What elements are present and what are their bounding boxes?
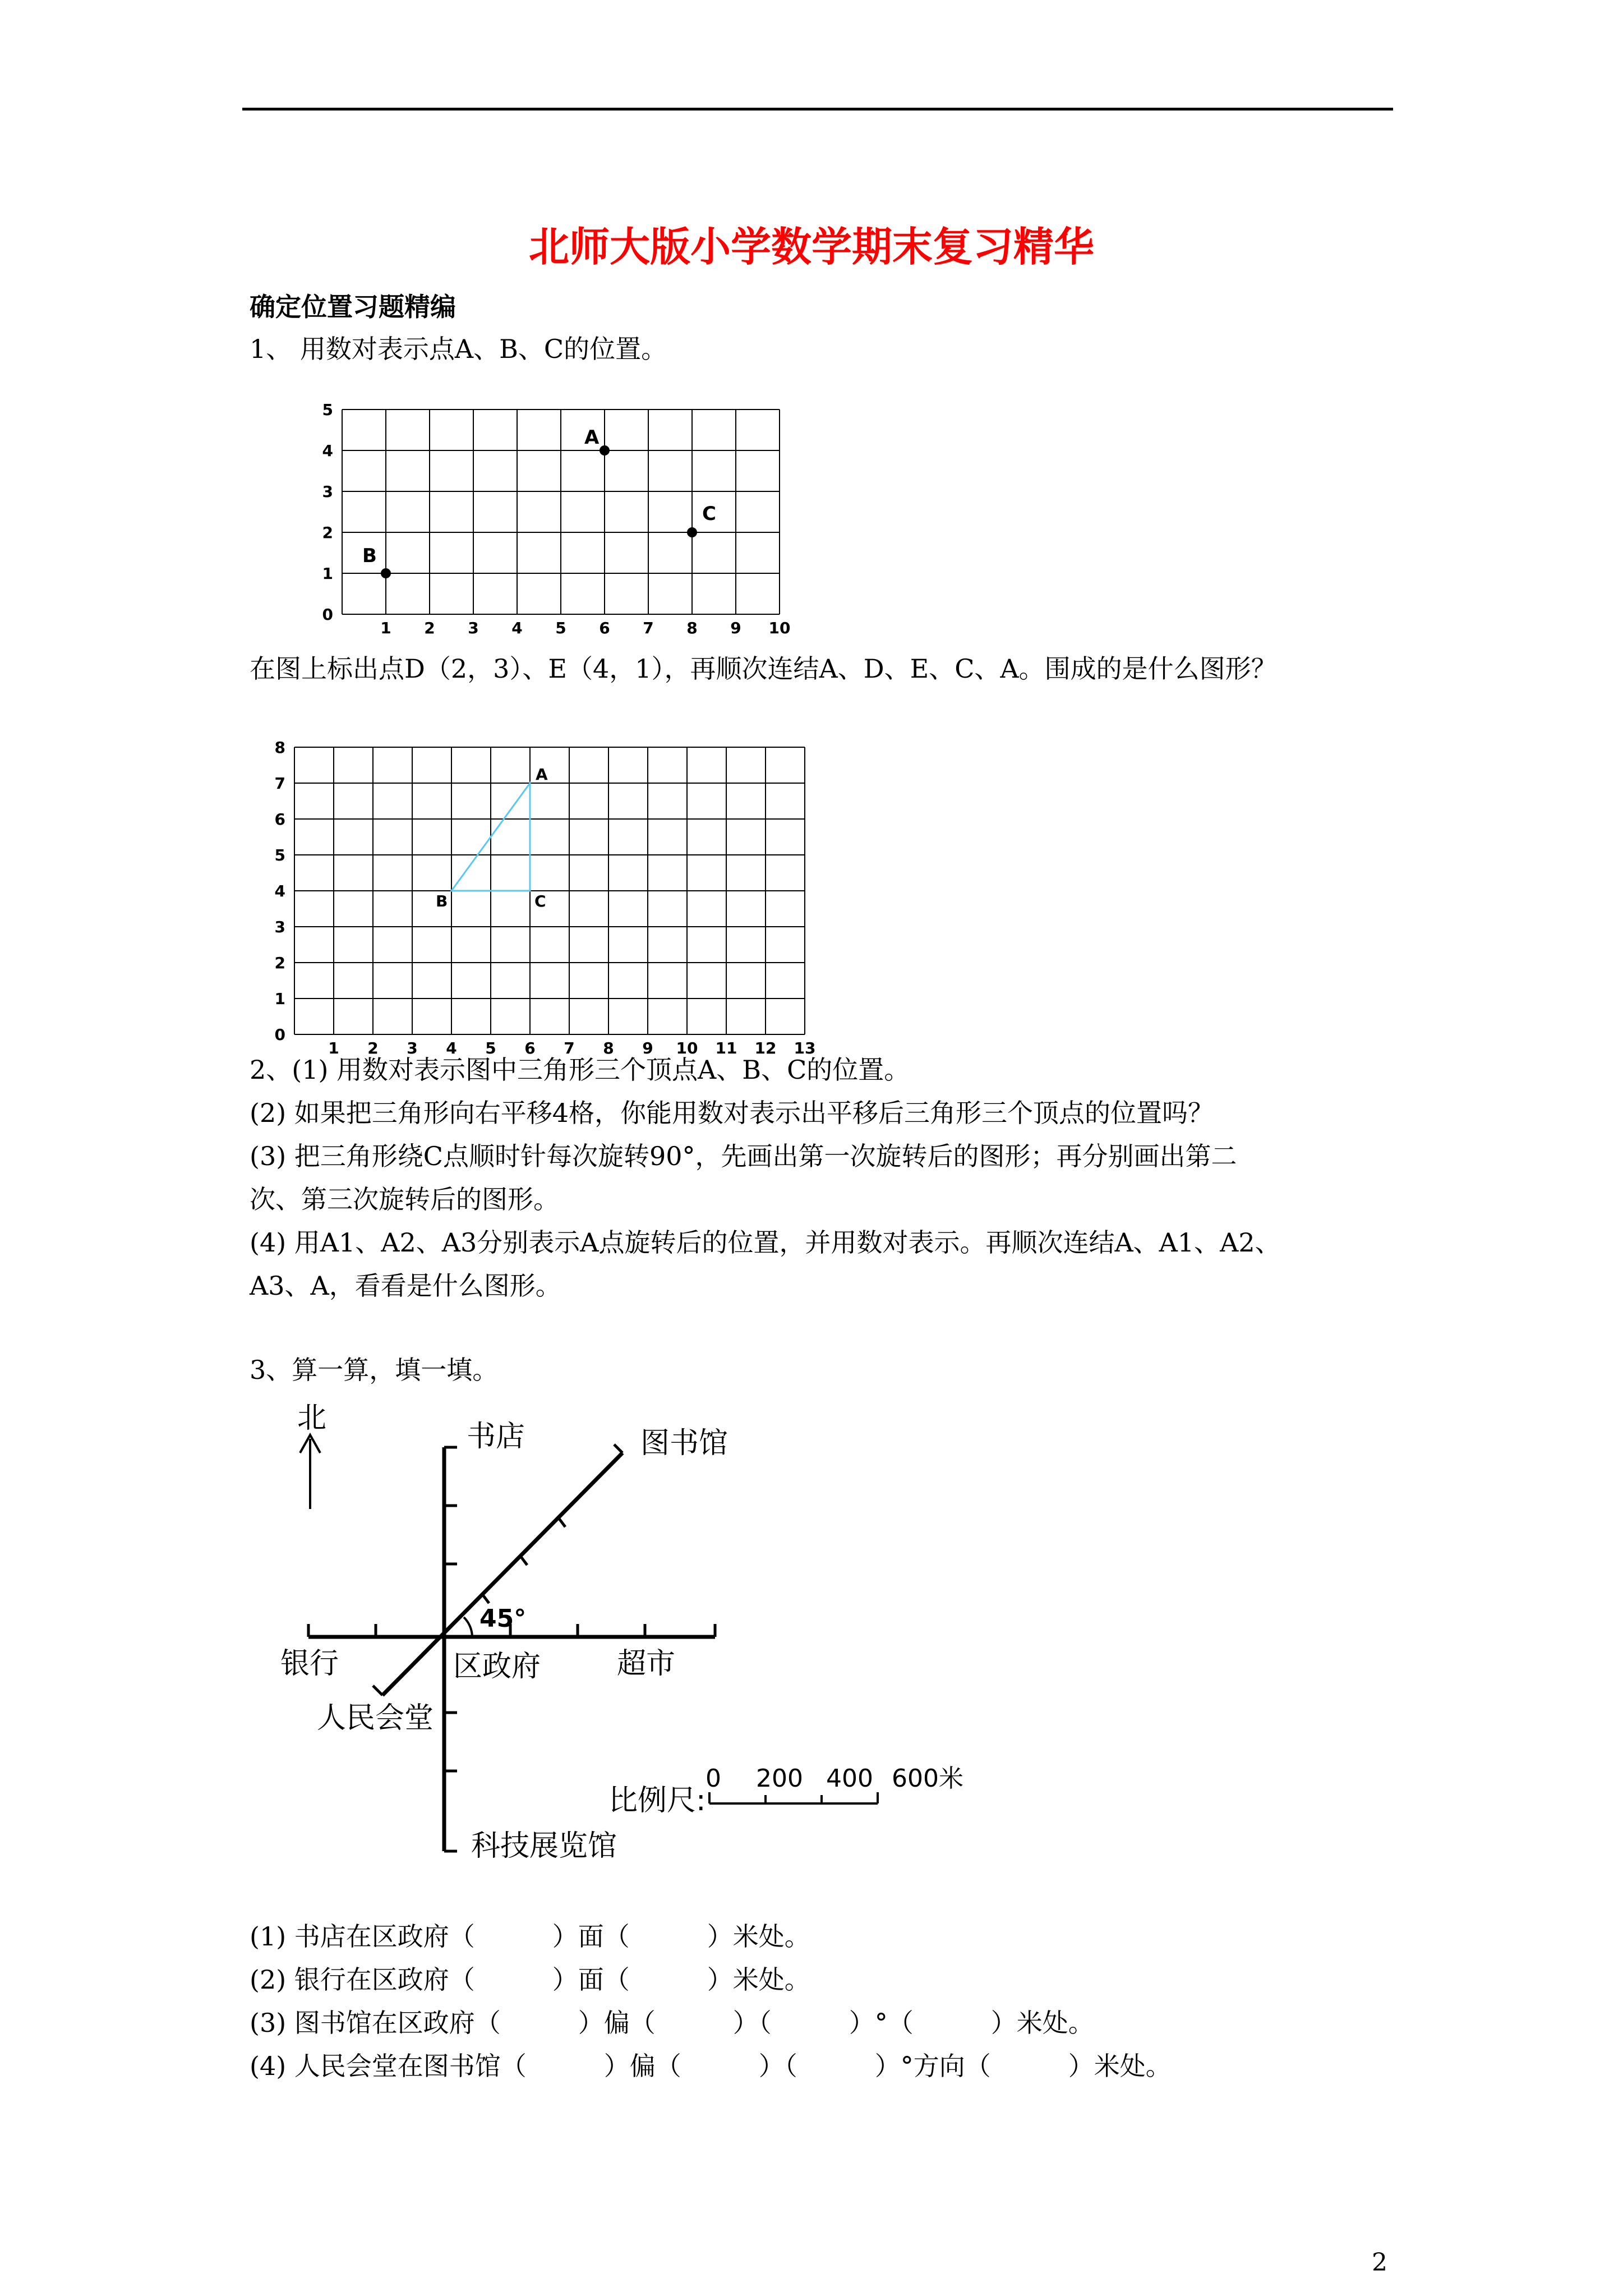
q3-item-1: (1) 书店在区政府（ ）面（ ）米处。 (250, 1921, 810, 1952)
y-tick-label: 1 (322, 564, 333, 583)
y-tick-label: 0 (274, 1025, 285, 1044)
y-tick-label: 0 (322, 605, 333, 624)
y-tick-label: 3 (274, 918, 285, 936)
x-tick-label: 11 (715, 1039, 737, 1057)
scale-tick-0: 0 (706, 1764, 721, 1793)
bookstore-label: 书店 (467, 1420, 525, 1453)
x-tick-label: 5 (555, 619, 566, 637)
government-label: 区政府 (453, 1650, 541, 1683)
x-tick-label: 12 (754, 1039, 777, 1057)
triangle-label-C: C (534, 892, 546, 910)
point-B (381, 568, 391, 578)
x-tick-label: 10 (768, 619, 791, 637)
x-tick-label: 3 (468, 619, 479, 637)
point-label-B: B (362, 545, 377, 567)
scale-tick-600: 600米 (892, 1764, 963, 1793)
q2-item-3-cont: 次、第三次旋转后的图形。 (250, 1184, 559, 1214)
x-tick-label: 2 (367, 1039, 379, 1057)
x-tick-label: 1 (328, 1039, 339, 1057)
section-heading: 确定位置习题精编 (250, 292, 456, 322)
scale-tick-200: 200 (756, 1764, 803, 1793)
q3-item-4: (4) 人民会堂在图书馆（ ）偏（ ）（ ）°方向（ ）米处。 (250, 2051, 1172, 2081)
x-tick-label: 10 (676, 1039, 698, 1057)
triangle-label-A: A (536, 765, 548, 784)
north-label: 北 (297, 1401, 327, 1435)
x-tick-label: 4 (446, 1039, 457, 1057)
q2-item-4: (4) 用A1、A2、A3分别表示A点旋转后的位置，并用数对表示。再顺次连结A、A1、A2、 (250, 1227, 1281, 1258)
x-tick-label: 5 (485, 1039, 496, 1057)
q3-map-diagram (264, 1397, 993, 1890)
x-tick-label: 7 (564, 1039, 575, 1057)
y-tick-label: 5 (322, 401, 333, 419)
triangle-label-B: B (436, 892, 448, 910)
x-tick-label: 13 (794, 1039, 816, 1057)
x-tick-label: 6 (524, 1039, 536, 1057)
point-label-C: C (702, 503, 716, 525)
x-tick-label: 7 (643, 619, 654, 637)
x-tick-label: 8 (603, 1039, 614, 1057)
y-tick-label: 2 (274, 954, 285, 972)
angle-label: 45° (479, 1604, 527, 1633)
page-title: 北师大版小学数学期末复习精华 (528, 223, 1094, 270)
q2-coordinate-grid (269, 735, 816, 1057)
y-tick-label: 1 (274, 990, 285, 1008)
y-tick-label: 4 (274, 882, 285, 900)
y-tick-label: 4 (322, 441, 333, 460)
q1-prompt: 1、 用数对表示点A、B、C的位置。 (250, 334, 667, 364)
q3-item-3: (3) 图书馆在区政府（ ）偏（ ）（ ）°（ ）米处。 (250, 2008, 1094, 2038)
y-tick-label: 3 (322, 482, 333, 501)
point-A (600, 445, 610, 455)
q3-prompt: 3、算一算，填一填。 (250, 1355, 499, 1385)
x-tick-label: 8 (686, 619, 698, 637)
q2-item-2: (2) 如果把三角形向右平移4格，你能用数对表示出平移后三角形三个顶点的位置吗？ (250, 1098, 1214, 1128)
header-rule (242, 108, 1393, 111)
x-tick-label: 2 (424, 619, 435, 637)
q3-item-2: (2) 银行在区政府（ ）面（ ）米处。 (250, 1964, 810, 1995)
scale-tick-400: 400 (826, 1764, 873, 1793)
x-tick-label: 9 (642, 1039, 653, 1057)
y-tick-label: 7 (274, 774, 285, 793)
library-label: 图书馆 (640, 1427, 728, 1460)
bank-label: 银行 (280, 1647, 339, 1681)
scale-label: 比例尺: (608, 1784, 706, 1818)
y-tick-label: 8 (274, 738, 285, 757)
x-tick-label: 9 (730, 619, 741, 637)
point-label-A: A (584, 426, 600, 449)
q2-item-4-cont: A3、A，看看是什么图形。 (250, 1271, 561, 1301)
x-tick-label: 3 (407, 1039, 418, 1057)
supermarket-label: 超市 (617, 1647, 676, 1681)
q1-coordinate-grid (314, 393, 796, 645)
page-number: 2 (1372, 2248, 1387, 2277)
y-tick-label: 6 (274, 810, 285, 829)
y-tick-label: 2 (322, 523, 333, 542)
q1-instruction: 在图上标出点D（2，3）、E（4，1），再顺次连结A、D、E、C、A。围成的是什么图形？ (250, 654, 1277, 684)
museum-label: 科技展览馆 (471, 1829, 617, 1863)
x-tick-label: 1 (380, 619, 391, 637)
angle-arc (464, 1617, 472, 1637)
q2-item-3: (3) 把三角形绕C点顺时针每次旋转90°，先画出第一次旋转后的图形；再分别画出第二 (250, 1141, 1237, 1171)
point-C (687, 527, 697, 537)
y-tick-label: 5 (274, 846, 285, 864)
q2-item-1: 2、(1) 用数对表示图中三角形三个顶点A、B、C的位置。 (250, 1055, 910, 1085)
hall-label: 人民会堂 (317, 1701, 434, 1735)
x-tick-label: 6 (599, 619, 610, 637)
x-tick-label: 4 (511, 619, 523, 637)
